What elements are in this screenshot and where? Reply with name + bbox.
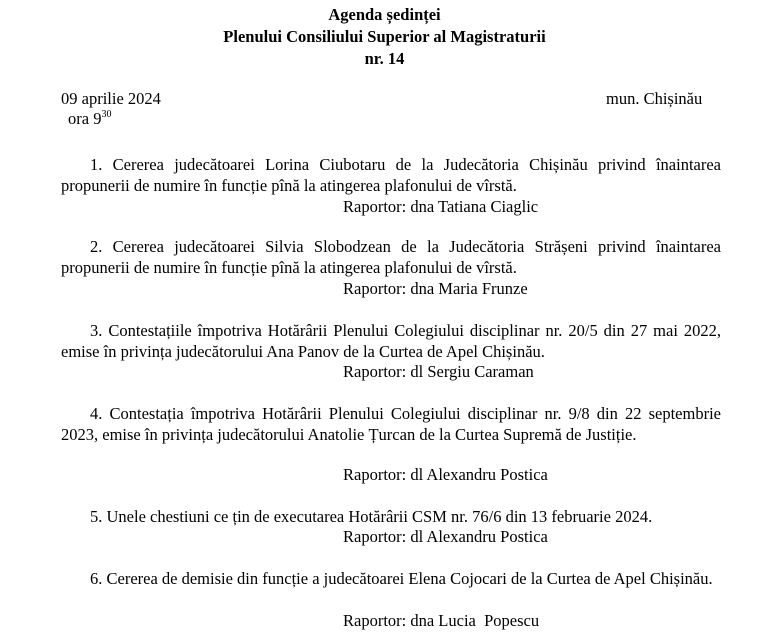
agenda-item-2: 2. Cererea judecătoarei Silvia Slobodzean de la Judecătoria Strășeni privind înaintarea propunerii de numire în funcție pînă la atingerea plafonului de vîrstă. bbox=[61, 237, 721, 277]
meeting-time-hour: ora 9 bbox=[68, 109, 102, 128]
agenda-item-4-raportor: Raportor: dl Alexandru Postica bbox=[343, 465, 548, 484]
agenda-item-4: 4. Contestația împotriva Hotărârii Plenului Colegiului disciplinar nr. 9/8 din 22 septembrie 2023, emise în privința judecătorului Anatolie Țurcan de la Curtea Supremă de Justiție. bbox=[61, 404, 721, 444]
agenda-item-5: 5. Unele chestiuni ce țin de executarea Hotărârii CSM nr. 76/6 din 13 februarie 2024. bbox=[90, 507, 653, 526]
agenda-item-1: 1. Cererea judecătoarei Lorina Ciubotaru de la Judecătoria Chișinău privind înaintarea propunerii de numire în funcție pînă la atingerea plafonului de vîrstă. bbox=[61, 155, 721, 195]
document-number: nr. 14 bbox=[364, 49, 405, 68]
meeting-date: 09 aprilie 2024 bbox=[61, 89, 161, 108]
document-subtitle: Plenului Consiliului Superior al Magistraturii bbox=[223, 27, 546, 46]
agenda-item-6: 6. Cererea de demisie din funcție a judecătoarei Elena Cojocari de la Curtea de Apel Chișinău. bbox=[90, 569, 713, 588]
meeting-time-minutes: 30 bbox=[101, 109, 112, 120]
agenda-item-3-raportor: Raportor: dl Sergiu Caraman bbox=[343, 362, 534, 381]
agenda-item-1-raportor: Raportor: dna Tatiana Ciaglic bbox=[343, 197, 539, 216]
agenda-item-3: 3. Contestațiile împotriva Hotărârii Plenului Colegiului disciplinar nr. 20/5 din 27 mai 2022, emise în privința judecătorului Ana Panov de la Curtea de Apel Chișinău. bbox=[61, 321, 721, 361]
agenda-item-6-raportor: Raportor: dna Lucia Popescu bbox=[343, 611, 540, 630]
agenda-item-5-raportor: Raportor: dl Alexandru Postica bbox=[343, 527, 548, 546]
document-title: Agenda ședinței bbox=[328, 5, 441, 24]
meeting-time bbox=[68, 109, 111, 129]
meeting-location: mun. Chișinău bbox=[606, 89, 703, 108]
agenda-item-2-raportor: Raportor: dna Maria Frunze bbox=[343, 279, 528, 298]
